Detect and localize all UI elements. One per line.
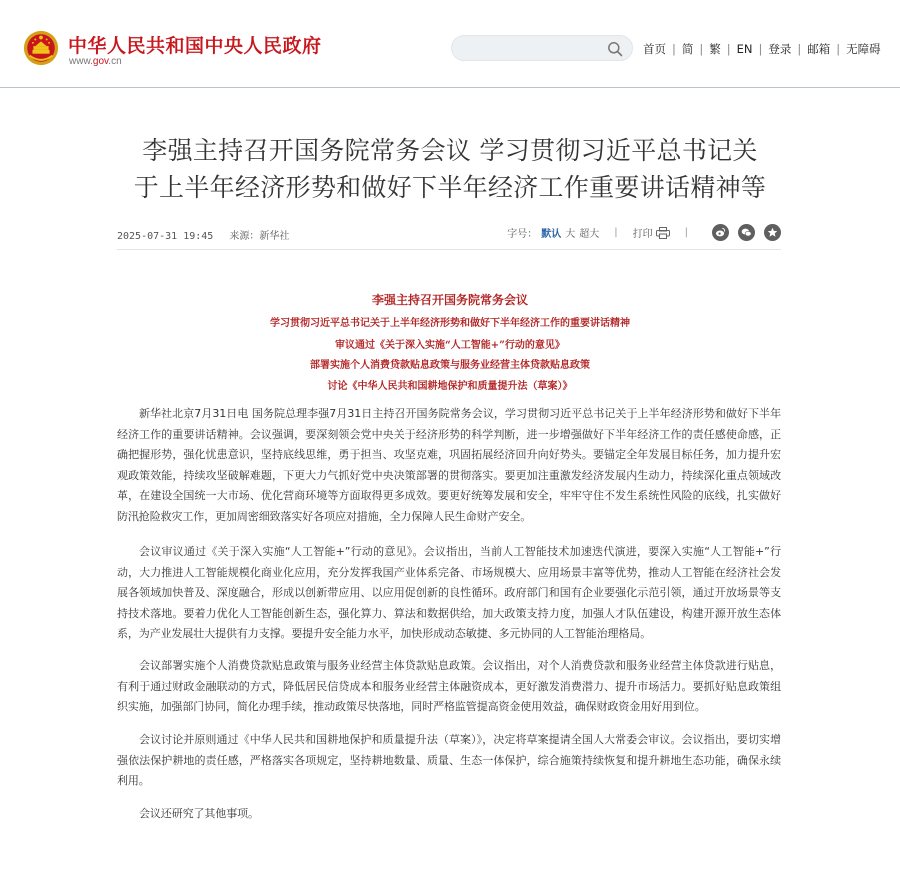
article-title-line: 于上半年经济形势和做好下半年经济工作重要讲话精神等 xyxy=(133,173,767,202)
site-header xyxy=(0,0,900,88)
font-size-xlarge-button[interactable]: 超大 xyxy=(579,229,600,240)
font-size-large-button[interactable]: 大 xyxy=(565,229,576,240)
nav-separator: | xyxy=(758,42,763,56)
site-url-prefix: www. xyxy=(69,56,93,67)
national-emblem-icon[interactable] xyxy=(22,29,60,67)
site-url[interactable] xyxy=(69,56,122,67)
article-subhead: 讨论《中华人民共和国耕地保护和质量提升法（草案）》 xyxy=(327,381,573,392)
search-icon[interactable] xyxy=(607,41,623,57)
top-nav xyxy=(643,41,881,57)
search-box xyxy=(451,35,633,61)
article-paragraph: 会议还研究了其他事项。 xyxy=(139,807,259,820)
nav-english-link[interactable]: EN xyxy=(736,42,753,56)
nav-separator: | xyxy=(836,42,841,56)
nav-simplified-link[interactable]: 简 xyxy=(681,42,694,56)
nav-separator: | xyxy=(797,42,802,56)
site-url-suffix: .cn xyxy=(108,56,122,67)
article-date: 2025-07-31 19:45 xyxy=(117,231,214,242)
print-icon[interactable] xyxy=(656,227,670,239)
font-size-default-button[interactable]: 默认 xyxy=(541,229,562,240)
article-subhead: 部署实施个人消费贷款贴息政策与服务业经营主体贷款贴息政策 xyxy=(310,360,590,371)
wechat-icon[interactable] xyxy=(738,224,755,241)
weibo-icon[interactable] xyxy=(712,224,729,241)
article-paragraph: 会议部署实施个人消费贷款贴息政策与服务业经营主体贷款贴息政策。会议指出，对个人消费贷款和服务业经营主体贷款进行贴息，有利于通过财政金融联动的方式，降低居民信贷成本和服务业经营主体融资成本，更好激发消费潜力、提升市场活力。要抓好贴息政策组织实施，加强部门协同，简化办理手续，推动政策尽快落地，同时严格监管提高资金使用效益，确保财政资金用好用到位。 xyxy=(117,659,781,713)
nav-separator: | xyxy=(672,42,676,56)
nav-login-link[interactable]: 登录 xyxy=(768,42,792,56)
font-size-label: 字号： xyxy=(507,229,538,240)
nav-home-link[interactable]: 首页 xyxy=(643,42,666,56)
article-subhead: 审议通过《关于深入实施“人工智能+”行动的意见》 xyxy=(335,340,565,351)
nav-mailbox-link[interactable]: 邮箱 xyxy=(807,42,831,56)
meta-separator: | xyxy=(684,227,688,238)
article-meta xyxy=(117,220,781,250)
article-title xyxy=(110,132,790,206)
article-info xyxy=(117,227,299,242)
article-paragraph: 会议讨论并原则通过《中华人民共和国耕地保护和质量提升法（草案）》，决定将草案提请全国人大常委会审议。会议指出，要切实增强依法保护耕地的责任感，严格落实各项规定，坚持耕地数量、质量、生态一体保护，综合施策持续恢复和提升耕地生态功能，确保永续利用。 xyxy=(117,733,781,787)
qzone-icon[interactable] xyxy=(764,224,781,241)
site-name[interactable]: 中华人民共和国中央人民政府 xyxy=(68,35,322,57)
nav-separator: | xyxy=(699,42,704,56)
article-tools xyxy=(507,224,781,241)
site-url-gov: gov xyxy=(92,56,109,67)
article-subhead: 李强主持召开国务院常务会议 xyxy=(371,293,528,307)
print-label[interactable]: 打印 xyxy=(632,229,653,240)
article-source: 来源：新华社 xyxy=(229,231,290,242)
nav-separator: | xyxy=(726,42,731,56)
article-subhead: 学习贯彻习近平总书记关于上半年经济形势和做好下半年经济工作的重要讲话精神 xyxy=(270,318,630,329)
article-paragraph: 会议审议通过《关于深入实施“人工智能+”行动的意见》。会议指出，当前人工智能技术加速迭代演进，要深入实施“人工智能+”行动，大力推进人工智能规模化商业化应用，充分发挥我国产业体系完备、市场规模大、应用场景丰富等优势，推动人工智能在经济社会发展各领域加快普及、深度融合，形成以创新带应用、以应用促创新的良性循环。政府部门和国有企业要强化示范引领，通过开放场景等支持技术落地。要着力优化人工智能创新生态，强化算力、算法和数据供给，加大政策支持力度，加强人才队伍建设，构建开源开放生态体系，为产业发展壮大提供有力支撑。要提升安全能力水平，加快形成动态敏捷、多元协同的人工智能治理格局。 xyxy=(117,545,781,640)
article-title-line: 李强主持召开国务院常务会议 学习贯彻习近平总书记关 xyxy=(142,136,758,165)
article-paragraph: 新华社北京7月31日电 国务院总理李强7月31日主持召开国务院常务会议，学习贯彻习近平总书记关于上半年经济形势和做好下半年经济工作的重要讲话精神。会议强调，要深刻领会党中央关于经济形势的科学判断，进一步增强做好下半年经济工作的责任感使命感，正确把握形势，强化忧患意识，坚持底线思维，勇于担当、攻坚克难，巩固拓展经济回升向好势头。要锚定全年发展目标任务，加力提升宏观政策效能，持续攻坚破解难题，下更大力气抓好党中央决策部署的贯彻落实。要更加注重激发经济发展内生动力，持续深化重点领域改革，在建设全国统一大市场、优化营商环境等方面取得更多成效。要更好统筹发展和安全，牢牢守住不发生系统性风险的底线，扎实做好防汛抢险救灾工作，更加周密细致落实好各项应对措施，全力保障人民生命财产安全。 xyxy=(117,407,781,523)
search-input[interactable] xyxy=(464,40,602,57)
nav-traditional-link[interactable]: 繁 xyxy=(709,42,721,56)
nav-accessibility-link[interactable]: 无障碍 xyxy=(846,42,881,56)
meta-separator: | xyxy=(614,227,618,238)
